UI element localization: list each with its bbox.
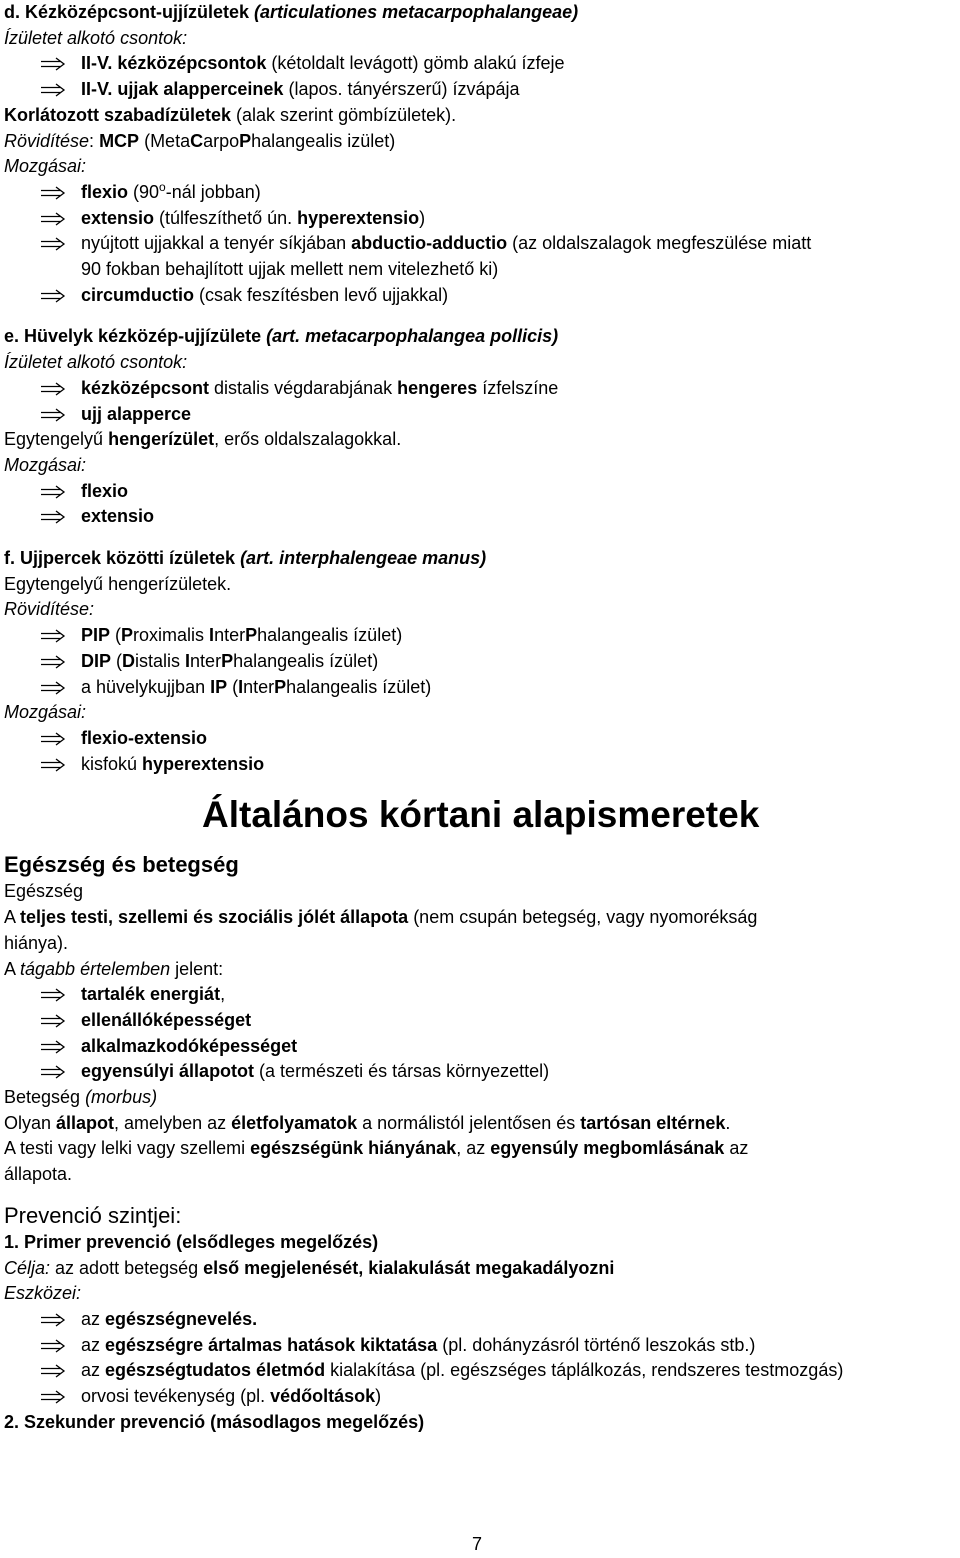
health-heading: Egészség és betegség (4, 852, 239, 878)
list-item: kézközépcsont distalis végdarabjának hengeres ízfelszíne (4, 376, 958, 402)
double-arrow-right-icon (40, 180, 68, 206)
double-arrow-right-icon (40, 479, 68, 505)
list-item: orvosi tevékenység (pl. védőoltások) (4, 1384, 958, 1410)
double-arrow-right-icon (40, 376, 68, 402)
document-page (4, 0, 958, 1435)
list-item: az egészségtudatos életmód kialakítása (pl. egészséges táplálkozás, rendszeres testmozgás) (4, 1358, 881, 1384)
list-item: extensio (4, 504, 958, 530)
primary-prevention-heading: 1. Primer prevenció (elsődleges megelőzés) (4, 1231, 379, 1252)
double-arrow-right-icon (40, 77, 68, 103)
list-item: ellenállóképességet (4, 1008, 958, 1034)
disease-label: Betegség (morbus) (4, 1087, 158, 1108)
list-item: alkalmazkodóképességet (4, 1034, 958, 1060)
section-e-type: Egytengelyű hengerízület, erős oldalszalagokkal. (4, 429, 402, 450)
section-d-heading (4, 0, 958, 26)
section-d-moves-label: Mozgásai: (4, 156, 87, 177)
double-arrow-right-icon (40, 752, 68, 778)
list-item: II-V. ujjak alapperceinek (lapos. tányérszerű) ízvápája (4, 77, 958, 103)
section-d-heading-latin: (articulationes metacarpophalangeae) (254, 2, 579, 22)
double-arrow-right-icon (40, 1358, 68, 1384)
list-item: DIP (Distalis InterPhalangealis ízület) (4, 649, 958, 675)
primary-prevention-goal: Célja: az adott betegség első megjelenését, kialakulását megakadályozni (4, 1257, 615, 1278)
health-label: Egészség (4, 881, 84, 902)
primary-prevention-tools-label: Eszközei: (4, 1283, 82, 1304)
double-arrow-right-icon (40, 649, 68, 675)
double-arrow-right-icon (40, 206, 68, 232)
double-arrow-right-icon (40, 504, 68, 530)
main-title: Általános kórtani alapismeretek (202, 794, 760, 836)
section-e-bones-label: Ízületet alkotó csontok: (4, 352, 188, 373)
list-item: extensio (túlfeszíthető ún. hyperextensio) (4, 206, 958, 232)
list-item: egyensúlyi állapotot (a természeti és társas környezettel) (4, 1059, 958, 1085)
list-item-continuation: 90 fokban behajlított ujjak mellett nem vitelezhető ki) (81, 259, 499, 280)
health-definition: A teljes testi, szellemi és szociális jólét állapota (nem csupán betegség, vagy nyomorékság (4, 907, 758, 928)
page-number: 7 (471, 1534, 482, 1554)
section-d-bones-label: Ízületet alkotó csontok: (4, 27, 188, 48)
list-item: flexio (4, 479, 958, 505)
double-arrow-right-icon (40, 51, 68, 77)
prevention-heading: Prevenció szintjei: (4, 1202, 182, 1228)
section-f-heading: f. Ujjpercek közötti ízületek (art. interphalengeae manus) (4, 548, 487, 569)
list-item: a hüvelykujjban IP (InterPhalangealis ízület) (4, 675, 958, 701)
double-arrow-right-icon (40, 623, 68, 649)
section-d-heading-text: d. Kézközépcsont-ujjízületek (4, 2, 255, 22)
list-item: circumductio (csak feszítésben levő ujjakkal) (4, 283, 958, 309)
health-definition-cont: hiánya). (4, 932, 69, 953)
double-arrow-right-icon (40, 283, 68, 309)
section-f-type: Egytengelyű hengerízületek. (4, 573, 232, 594)
list-item: az egészségnevelés. (4, 1307, 958, 1333)
double-arrow-right-icon (40, 402, 68, 428)
double-arrow-right-icon (40, 231, 68, 257)
list-item: ujj alapperce (4, 402, 958, 428)
double-arrow-right-icon (40, 1034, 68, 1060)
list-item: flexio (90$^o$-nál jobban) (4, 180, 958, 206)
section-e-heading: e. Hüvelyk kézközép-ujjízülete (art. metacarpophalangea pollicis) (4, 326, 559, 347)
double-arrow-right-icon (40, 982, 68, 1008)
disease-definition-2: A testi vagy lelki vagy szellemi egészségünk hiányának, az egyensúly megbomlásának az (4, 1138, 749, 1159)
list-item: kisfokú hyperextensio (4, 752, 958, 778)
list-item: az egészségre ártalmas hatások kiktatása (pl. dohányzásról történő leszokás stb.) (4, 1333, 958, 1359)
list-item: PIP (Proximalis InterPhalangealis ízület) (4, 623, 958, 649)
double-arrow-right-icon (40, 1008, 68, 1034)
list-item: II-V. kézközépcsontok (kétoldalt levágott) gömb alakú ízfeje (4, 51, 958, 77)
section-d-type: Korlátozott szabadízületek (alak szerint gömbízületek). (4, 104, 457, 125)
double-arrow-right-icon (40, 1059, 68, 1085)
disease-definition-1: Olyan állapot, amelyben az életfolyamatok a normálistól jelentősen és tartósan eltérnek. (4, 1112, 731, 1133)
secondary-prevention-heading: 2. Szekunder prevenció (másodlagos megelőzés) (4, 1411, 425, 1432)
double-arrow-right-icon (40, 1333, 68, 1359)
list-item: flexio-extensio (4, 726, 958, 752)
disease-definition-2-cont: állapota. (4, 1164, 73, 1185)
double-arrow-right-icon (40, 1307, 68, 1333)
double-arrow-right-icon (40, 726, 68, 752)
double-arrow-right-icon (40, 1384, 68, 1410)
section-f-moves-label: Mozgásai: (4, 702, 87, 723)
list-item: tartalék energiát, (4, 982, 958, 1008)
health-broad-meaning: A tágabb értelemben jelent: (4, 958, 224, 979)
section-f-abbr-label: Rövidítése: (4, 599, 95, 620)
double-arrow-right-icon (40, 675, 68, 701)
section-e-moves-label: Mozgásai: (4, 454, 87, 475)
list-item: nyújtott ujjakkal a tenyér síkjában abductio-adductio (az oldalszalagok megfeszülése miatt (4, 231, 958, 257)
section-d-abbreviation: Rövidítése: MCP (MetaCarpoPhalangealis izület) (4, 130, 396, 151)
